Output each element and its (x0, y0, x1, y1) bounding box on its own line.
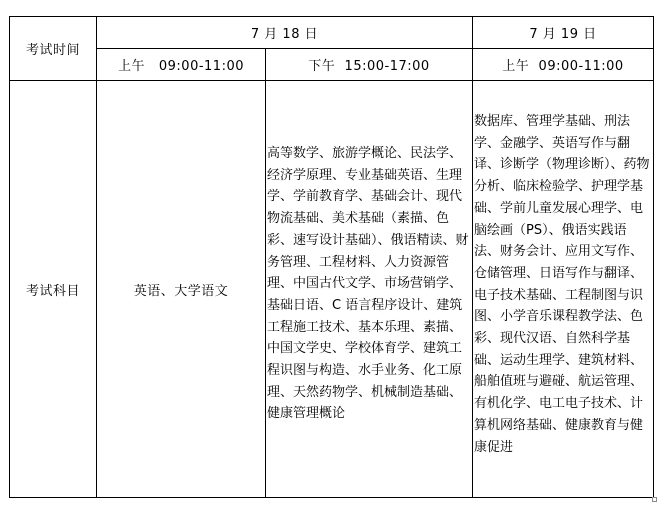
col-divider-3 (472, 16, 473, 498)
subjects-cell-2: 高等数学、旅游学概论、民法学、经济学原理、专业基础英语、生理学、学前教育学、基础会计、现代物流基础、美术基础（素描、色彩、速写设计基础）、俄语精读、财务管理、工程材料、人力资源管理、中国古代文学、市场营销学、基础日语、C 语言程序设计、建筑工程施工技术、基本乐理、素描、中国文学史、学校体育学、建筑工程识图与构造、水手业务、化工原理、天然药物学、机械制造基础、健康管理概论 (267, 146, 469, 422)
exam-time-header: 考试时间 (25, 43, 80, 58)
time-slot-1: 上午 09:00-11:00 (117, 59, 245, 74)
table-border-right (653, 16, 654, 498)
corner-marker (652, 497, 657, 502)
exam-schedule-table (9, 16, 654, 498)
date-cell-2: 7 月 19 日 (529, 27, 597, 42)
time-slot-2: 下午 15:00-17:00 (308, 59, 430, 74)
subjects-cell-1: 英语、大学语文 (133, 283, 229, 299)
exam-subject-header: 考试科目 (25, 283, 80, 299)
subjects-cell-3: 数据库、管理学基础、刑法学、金融学、英语写作与翻译、诊断学（物理诊断）、药物分析、临床检验学、护理学基础、学前儿童发展心理学、电脑绘画（PS）、俄语实践语法、财务会计、应用文写作、仓储管理、日语写作与翻译、电子技术基础、工程制图与识图、小学音乐课程教学法、色彩、现代汉语、自然科学基础、运动生理学、建筑材料、船舶值班与避碰、航运管理、有机化学、电工电子技术、计算机网络基础、健康教育与健康促进 (474, 114, 650, 455)
table-border-bottom (9, 497, 654, 498)
date-cell-1: 7 月 18 日 (250, 27, 319, 42)
col-divider-2 (265, 48, 266, 498)
time-slot-3: 上午 09:00-11:00 (502, 59, 624, 74)
